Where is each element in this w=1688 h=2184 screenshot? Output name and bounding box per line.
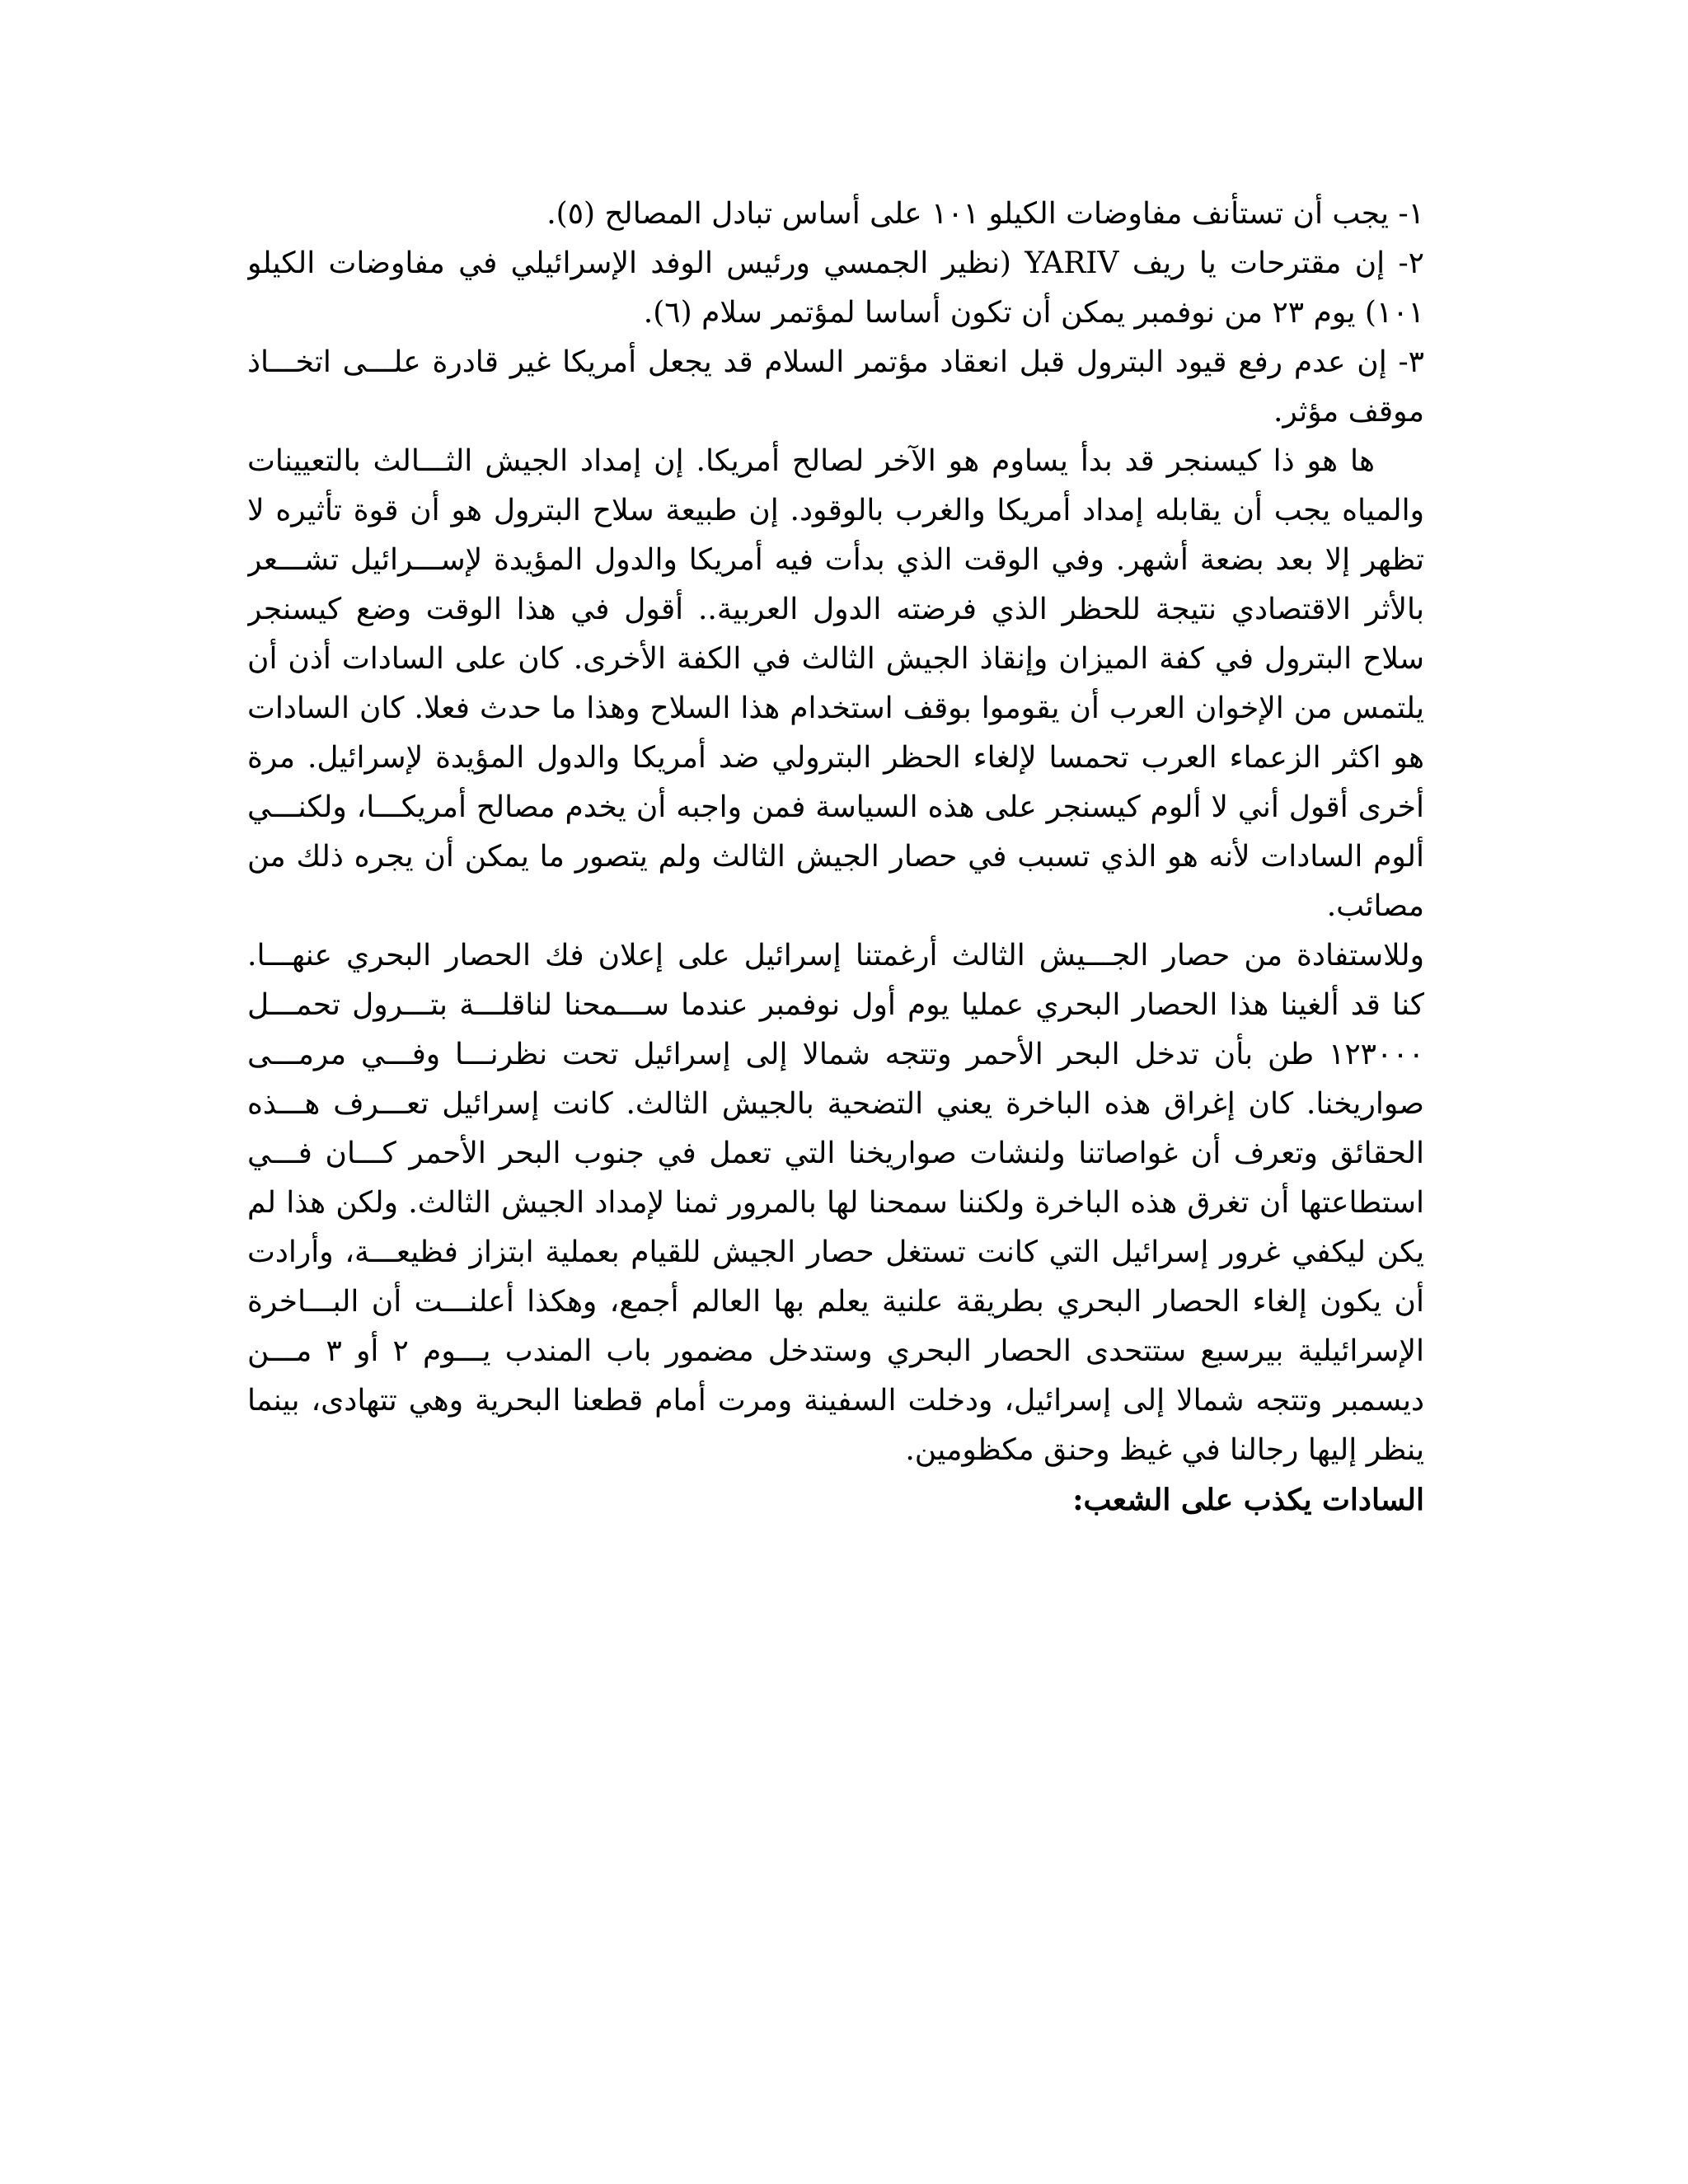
section-heading: السادات يكذب على الشعب: — [1072, 1483, 1424, 1517]
paragraph-line: هو اكثر الزعماء العرب تحمسا لإلغاء الحظر البترولي ضد أمريكا والدول المؤيدة لإسرائيل. مرة — [247, 741, 1424, 775]
paragraph-kissinger — [247, 437, 1424, 931]
paragraph-line: تظهر إلا بعد بضعة أشهر. وفي الوقت الذي بدأت فيه أمريكا والدول المؤيدة لإســـرائيل تشـــعر — [247, 543, 1424, 577]
paragraph-line: يكن ليكفي غرور إسرائيل التي كانت تستغل حصار الجيش للقيام بعملية ابتزاز فظيعـــة، وأرادت — [247, 1235, 1424, 1269]
paragraph-naval-blockade — [247, 931, 1424, 1475]
list-item-1-line-1: ١- يجب أن تستأنف مفاوضات الكيلو ١٠١ على أساس تبادل المصالح (٥). — [546, 197, 1424, 231]
list-item-2-line-2: ١٠١) يوم ٢٣ من نوفمبر يمكن أن تكون أساسا لمؤتمر سلام (٦). — [643, 296, 1424, 330]
paragraph-line: سلاح البترول في كفة الميزان وإنقاذ الجيش الثالث في الكفة الأخرى. كان على السادات أذن أن — [247, 642, 1424, 676]
paragraph-line: استطاعتها أن تغرق هذه الباخرة ولكننا سمحنا لها بالمرور ثمنا لإمداد الجيش الثالث. ولكن هذا لم — [247, 1186, 1424, 1220]
paragraph-line: أخرى أقول أني لا ألوم كيسنجر على هذه السياسة فمن واجبه أن يخدم مصالح أمريكـــا، ولكنـــي — [247, 790, 1424, 824]
numbered-list — [247, 190, 1424, 437]
paragraph-line: وللاستفادة من حصار الجـــيش الثالث أرغمتنا إسرائيل على إعلان فك الحصار البحري عنهـــا. — [247, 939, 1424, 972]
paragraph-line: كنا قد ألغينا هذا الحصار البحري عمليا يوم أول نوفمبر عندما ســـمحنا لناقلـــة بتـــرول تحمـــل — [247, 988, 1424, 1022]
paragraph-line: الحقائق وتعرف أن غواصاتنا ولنشات صواريخنا التي تعمل في جنوب البحر الأحمر كـــان فـــي — [247, 1137, 1424, 1170]
paragraph-line: ديسمبر وتتجه شمالا إلى إسرائيل، ودخلت السفينة ومرت أمام قطعنا البحرية وهي تتهادى، بينما — [247, 1384, 1424, 1418]
paragraph-line: والمياه يجب أن يقابله إمداد أمريكا والغرب بالوقود. إن طبيعة سلاح البترول هو أن قوة تأثيره لا — [247, 494, 1424, 527]
paragraph-line: مصائب. — [1326, 889, 1424, 923]
paragraph-line: ألوم السادات لأنه هو الذي تسبب في حصار الجيش الثالث ولم يتصور ما يمكن أن يجره ذلك من — [247, 840, 1424, 874]
paragraph-line: يلتمس من الإخوان العرب أن يقوموا بوقف استخدام هذا السلاح وهذا ما حدث فعلا. كان السادات — [247, 691, 1424, 725]
list-item-3-line-2: موقف مؤثر. — [1273, 395, 1424, 429]
paragraph-line: ١٢٣٠٠٠ طن بأن تدخل البحر الأحمر وتتجه شمالا إلى إسرائيل تحت نظرنـــا وفـــي مرمـــى — [247, 1038, 1424, 1071]
paragraph-line: بالأثر الاقتصادي نتيجة للحظر الذي فرضته الدول العربية.. أقول في هذا الوقت وضع كيسنجر — [247, 593, 1424, 626]
document-body — [247, 190, 1424, 1525]
list-item-3-line-1: ٣- إن عدم رفع قيود البترول قبل انعقاد مؤتمر السلام قد يجعل أمريكا غير قادرة علـــى اتخـــاذ — [247, 345, 1424, 379]
paragraph-line: صواريخنا. كان إغراق هذه الباخرة يعني التضحية بالجيش الثالث. كانت إسرائيل تعـــرف هـــذه — [247, 1087, 1424, 1121]
paragraph-line: ها هو ذا كيسنجر قد بدأ يساوم هو الآخر لصالح أمريكا. إن إمداد الجيش الثـــالث بالتعيينات — [247, 444, 1375, 478]
paragraph-line: أن يكون إلغاء الحصار البحري بطريقة علنية يعلم بها العالم أجمع، وهكذا أعلنـــت أن البـــاخرة — [247, 1285, 1424, 1319]
list-item-2-line-1: ٢- إن مقترحات يا ريف YARIV (نظير الجمسي ورئيس الوفد الإسرائيلي في مفاوضات الكيلو — [247, 246, 1424, 280]
paragraph-line: ينظر إليها رجالنا في غيظ وحنق مكظومين. — [905, 1433, 1424, 1467]
paragraph-line: الإسرائيلية بيرسبع ستتحدى الحصار البحري وستدخل مضمور باب المندب يـــوم ٢ أو ٣ مـــن — [247, 1334, 1424, 1368]
